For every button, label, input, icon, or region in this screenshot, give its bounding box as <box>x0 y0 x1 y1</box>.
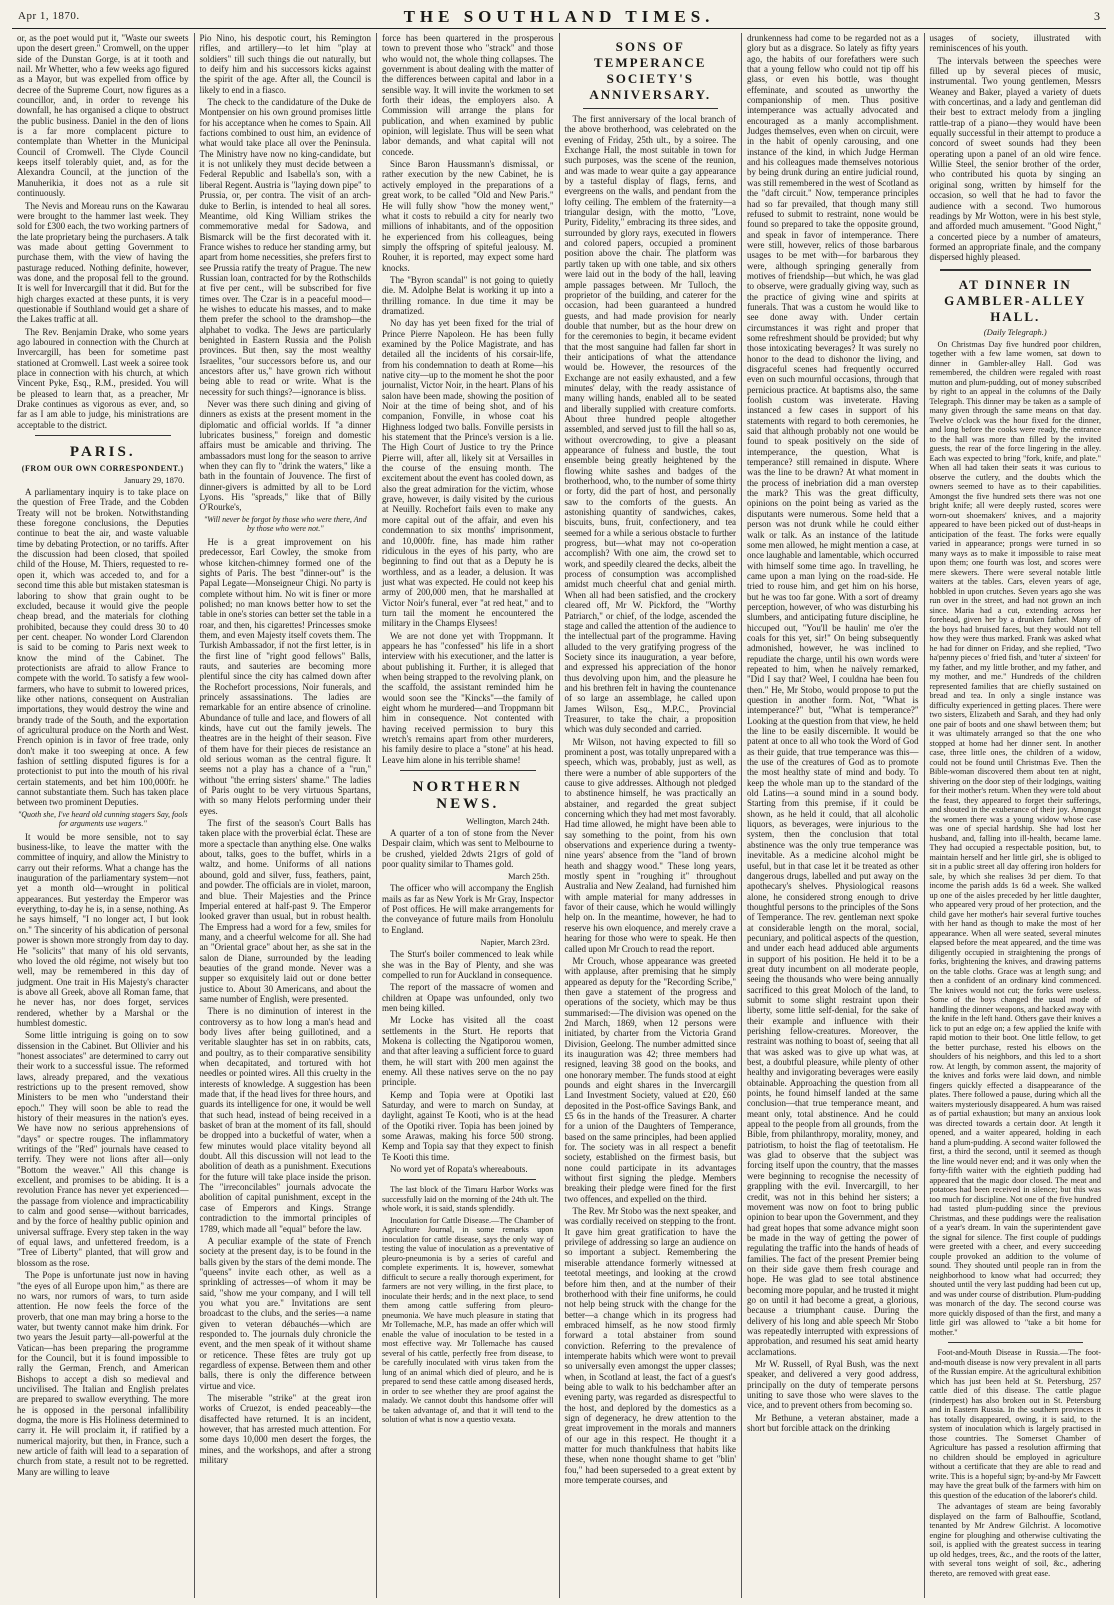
divider <box>35 435 171 436</box>
article-paragraph: The check to the candidature of the Duke de Montpensier on his own ground promises little for his acceptance when he comes to Spain. All factions combined to oust him, an evidence of what would take place all over the Peninsula. The Ministry have now no king-candidate, but it is not unlikely they must decide between a Federal Republic and Isabella's son, with a liberal Regent. Austria is "laying down pipe" to Prussia, or, per contra. The visit of an arch-duke to Berlin, is intended to heal all sores. Meantime, old King William strikes the commemorative medal for Sadowa, and Bismarck will be the first decorated with it. France wishes to reduce her standing army, but apart from home necessities, she prefers first to see Prussia ratify the treaty of Prague. The new Russian loan, contracted for by the Rothschilds at five per cent., will be subscribed for five times over. The Czar is in a peaceful mood—he wishes to educate his masses, and to make them prefer the school to the dramshop—the alphabet to vodka. The Jews are particularly benighted in Eastern Russia and the Polish provinces. But then, say the most wealthy Israelites, "our successors before us, and our ancestors after us," have grown rich without being able to read or write. What is the necessity for such things?—ignorance is bliss. <box>199 97 371 397</box>
small-notices <box>382 1185 554 1425</box>
column-2 <box>195 33 378 1598</box>
northern-news-heading: NORTHERN NEWS. <box>412 779 523 813</box>
verse-quote: "Quoth she, I've heard old cunning stagers Say, fools for arguments use wagers." <box>17 809 188 829</box>
temperance-heading: SONS OF TEMPERANCE SOCIETY'S ANNIVERSARY. <box>589 39 712 102</box>
article-paragraph: The first of the season's Court Balls has taken place with the proverbial éclat. These are more a spectacle than anything else. One walks about, talks, goes to the buffet, whirls in a waltz, and home. Uniforms of all nations abound, gold and silver, fuss, feathers, paint, and powder. The officials are in violet, maroon, and blue. Their Majesties and the Prince Imperial entered at half-past 9. The Emperor looked graver than usual, but in robust health. The Empress had a word for a few, smiles for many, and a cheerful welcome for all. She had an "Oriental grace" about her, as she sat in the salon de Diane, surrounded by the leading beauties of the grand monde. Never was a supper so exquisitely laid out or done better justice to. About 30 Americans, and about the same number of English, were presented. <box>199 818 371 1004</box>
article-paragraph: Kemp and Topia were at Opotiki last Saturday, and were to march on Sunday, at daylight, against Te Kooti, who is at the head of the Opotiki river. Topia has been joined by some Arawas, making his force 500 strong. Kemp and Topia say that they expect to finish Te Kooti this time. <box>382 1089 554 1162</box>
article-paragraph: The Rev. Mr Stobo was the next speaker, and was cordially received on stepping to the front. It gave him great gratification to have the privilege of addressing so large an audience on so important a subject. Remembering the miserable attendance formerly witnessed at teetotal meetings, and looking at the crowd before him then, and at the number of their brotherhood with their fine uniforms, he could not help being struck with the change for the better—a change which in its progress had embraced himself, as he now stood firmly forward a total abstainer from sound conviction. Referring to the prevalence of intemperate habits which were wont to prevail so universally even amongst the upper classes; when, in Scotland at least, the fact of a guest's being able to walk to his bedchamber after an evening party, was regarded as disrespectful to the host, and deplored by the domestics as a sign of degeneracy, he drew attention to the great improvement in the morals and manners of our age in this respect. He thought it a matter for much thankfulness that habits like these, when none thought shame to get "blin' fou," had been superseded to a great extent by more temperate courses, and <box>564 1206 736 1486</box>
column-4 <box>560 33 743 1598</box>
article-paragraph: The Rev. Benjamin Drake, who some years ago laboured in connection with the Church at Invercargill, has been for sometime past stationed at Cromwell. Last week a soiree took place in connection with his church, at which Vincent Pyke, Esq., R.M., presided. You will be pleased to learn that, as a preacher, Mr Drake continues as vigorous as ever, and, so far as I am able to judge, his ministrations are acceptable to the district. <box>17 326 189 430</box>
article-paragraph: On Christmas Day five hundred poor children, together with a few lame women, sat down to dinner in Gambler-alley Hall. God was remembered, the children were regaled with roast mutton and plum-pudding, out of money subscribed by right to an appeal in the columns of the Daily Telegraph. This dinner may be taken as a sample of many given through the same means on that day. Twelve o'clock was the hour fixed for the dinner, and long before the cooks were ready, the entrance to the hall was more than filled by the invited guests, the rear of the force lingering in the alley. Each was expected to bring "fork, knife, and plate." When all had taken their seats it was curious to observe the cutlery, and the doubts which the owners seemed to have as to their capabilities. Amongst the five hundred sets there was not one bright knife; all were deeply rusted, scores were worn-out shoemakers' knives, and a majority appeared to have been picked out of dust-heaps in anticipation of the feast. The forks were equally varied in appearance; prongs were turned in so many ways as to make it impossible to raise meat upon them; one fourth was lost, and scores were mere skewers. There were several notable little waiters at the tables. Cars, eleven years of age, hobbled in upon crutches. Seven years ago she was run over in the street, and had not grown an inch since. Maria had a cut, extending across her forehead, given her by a drunken father. Many of the boys had bruised faces, but they would not tell how they were thus marked. Frank was asked what he had for dinner on Friday, and she replied, "Two ha'penny pieces o' fried fish, and 'tuter a' sixteen' for my father, and my little brother, and my father, and my mother, and me." Hundreds of the children represented families that are chiefly sustained on bread and tea. In only a single instance was difficulty experienced in getting places. There were two sisters, Elizabeth and Sarah, and they had only one pair of boots and one shawl between them; but it was ultimately arranged so that the one who stopped at home had her dinner sent. In another case, three little ones, the children of a widow, could not be found until Christmas Eve. Then the Bible-woman discovered them about ten at night, shivering on the door step of their lodgings, waiting for their mother's return. When they were told about the feast, they appeared to forget their sufferings, and shouted in the exuberance of their joy. Amongst the women there was a young widow whose case was one of special hardship. She had lost her husband, and, falling into ill-health, became lame. They had occupied a respectable position, but, to maintain herself and her little girl, she is obliged to sit in a public street all day offering iron holders for sale, by which she realises 3d per diem. To that income the parish adds 1s 6d a week. She walked up one of the aisles preceded by her little daughter, who appeared very proud of her protection, and the child gave her mother's hair several furtive touches with her hand as though to make the most of her appearance. When all were seated, several minutes elapsed before the meat appeared, and the time was diligently occupied in straightening the prongs of forks, brightening the knives, and drawing patterns on the table cloths. Grace was at length sung; and then a confident of an ordinary kind commenced. The knives would not cut; the forks were useless. Some of the boys changed the usual mode of handling the dinner weapons, and hacked away with the knife in the left hand. Others gave their knives a lick to put an edge on; a few applied the knife with rapid motion to their boot. One little fellow, to get the better purchase, rested his elbows on the shoulders of his neighbors, and this led to a short row. At length, by common assent, the majority of the knives and forks were laid down, and nimble fingers quickly effected a disappearance of the plates. There followed a pause, during which all the waiters mysteriously disappeared. A hum was raised as of partial exhaustion; but many an anxious look was directed towards a certain door. At length it opened, and a waiter appeared, holding in each hand a plum-pudding. A second waiter followed the first, a third the second, until it seemed as though the line would never end; and it was only when the forty-fifth waiter with the eightieth pudding had appeared that the magic door closed. The meat and potatoes had been received in silence; but this was too much for discipline. Not one of the five hundred had tasted plum-pudding since the previous Christmas, and these puddings were the realisation of a year's dream. In vain the superintendent gave the signal for silence. The first couple of puddings were greeted with a cheer, and every succeeding couple provoked an addition to the volume of sound. They shouted until people ran in from the neighborhood to know what had occurred; they shouted until the very last pudding had been cut up, and was under course of distribution. Plum-pudding was monarch of the day. The second course was more quickly disposed of than the first, and many a little girl was allowed to "take a bit home for mother." <box>929 339 1101 1337</box>
article-paragraph: force has been quartered in the prosperous town to prevent those who "strack" and those who would not, the whole thing collapses. The government is about dealing with the matter of the differences between capital and labor in a sensible way. It will invite the workmen to set forth their ideas, the employers also. A Commission will arrange the plans for publication, and when examined by public opinion, will legislate. Thus will be seen what labor demands, and what capital will not concede. <box>382 33 554 157</box>
article-paragraph: The last block of the Timaru Harbor Works was successfully laid on the morning of the 24th ult. The whole work, it is said, stands splendidly. <box>382 1185 554 1214</box>
page-number: 3 <box>1094 9 1100 23</box>
article-paragraph: The Pope is unfortunate just now in having "the eyes of all Europe upon him," as there are no wars, nor rumors of wars, to turn aside attention. He now feels the force of the proverb, that one man may bring a horse to the water, but twenty cannot make him drink. For two years the Jesuit party—all-powerful at the Vatican—has been preparing the programme for the Council, but it is found impossible to rally the German, French, and American Bishops to accept a dish so medieval and uncivilised. The Italian and English prelates are prepared to swallow everything. The more he is opposed in the personal infallibility dogma, the more is His Holiness determined to carry it. He will proclaim it, if ratified by a numerical majority, but then, in France, such a new article of faith will lead to a separation of church from state, a result not to be regretted. Many are willing to leave <box>17 1270 189 1477</box>
issue-date: Apr 1, 1870. <box>18 10 80 22</box>
divider <box>940 269 1092 271</box>
divider <box>948 1342 1084 1343</box>
article-paragraph: Foot-and-Mouth Disease in Russia.—The foot-and-mouth disease is now very prevalent in all parts of the Russian empire. At the agricultural exhibition which has just been held at St. Petersburg, 257 cattle died of this disease. The cattle plague (rinderpest) has also broken out in St. Petersburg and in Eastern Russia. In the southern provinces it has totally disappeared, owing, it is said, to the system of inoculation which is largely practised in those countries. The Somerset Chamber of Agriculture has passed a resolution affirming that no children should be employed in agriculture without a certificate that they are able to read and write. This is a hopeful sign; by-and-by Mr Fawcett may have the great bulk of the farmers with him on this question of the education of the laborer's child. <box>929 1348 1101 1500</box>
masthead <box>12 6 1106 29</box>
article-paragraph: We are not done yet with Troppmann. It appears he has "confessed" his life in a short interview with his executioner, and the latter is about publishing it. Further, it is alleged that when being strapped to the revolving plank, on the scaffold, the assistant reminded him he would soon see the "Kincks"—the family of eight whom he murdered—and Troppmann bit him in consequence. Not contented with having received permission to bury this wretch's remains apart from other murderers, his family desire to place a "stone" at his head. Leave him alone in his terrible shame! <box>382 630 554 765</box>
column-6 <box>925 33 1107 1598</box>
article-paragraph: Mr W. Russell, of Ryal Bush, was the next speaker, and delivered a very good address, principally on the duty of temperate persons uniting to save those who were slaves to the vice, and to prevent others from becoming so. <box>747 1359 919 1411</box>
article-paragraph: The "Byron scandal" is not going to quietly die. M. Adolphe Belat is working it up into a thrilling romance. In due time it may be dramatized. <box>382 274 554 316</box>
article-paragraph: He is a great improvement on his predecessor, Earl Cowley, the smoke from whose kitchen-chimney formed one of the sights of Paris. The best "dinner-out" is the Papal Legate—Monseigneur Chigi. No party is complete without him. No wit is finer or more polished; no man knows better how to set the table in one's stories can better set the table in a roar, and then, his cigarettes! Princesses smoke them, and even Majesty itself covets them. The Turkish Ambassador, if not the first letter, is in the first line of "right good fellows" Balls, rauts, and sauteries are becoming more plentiful since the city has calmed down after the Rochefort processions, Noir funerals, and princely assassinations. The ladies are remarkable for an entire absence of crinoline. Abundance of tulle and lace, and flowers of all kinds, have cut out the family jewels. The theatres are in the height of their season. Five of them have for their pieces de resistance an old serious woman as the central figure. It seems not a play has a chance of a "run," without "the erring sisters' shame." The ladies of Paris ought to be very virtuous Spartans, with so many Helots performing under their eyes. <box>199 536 371 816</box>
paris-dateline: January 29, 1870. <box>124 475 185 486</box>
article-paragraph: usages of society, illustrated with reminiscences of his youth. <box>929 33 1101 54</box>
article-paragraph: No word yet of Ropata's whereabouts. <box>390 1164 528 1175</box>
article-paragraph: The Nevis and Moreau runs on the Kawarau were brought to the hammer last week. They sold for £300 each, the two working partners of the late proprietary being the purchasers. A talk was made about getting Government to purchase them, with the view of having the pasturage reduced. Nothing definite, however, was done, and the proposal fell to the ground. It is well for Invercargill that it did. But for the high charges exacted at these punts, it is very questionable if Southland would get a share of the Lakes traffic at all. <box>17 200 189 325</box>
article-paragraph: The Sturt's boiler commenced to leak while she was in the Bay of Plenty, and she was compelled to run for Auckland in consequence. <box>382 949 554 980</box>
columns <box>12 33 1106 1598</box>
newspaper-title: THE SOUTHLAND TIMES. <box>403 7 715 26</box>
article-paragraph: The report of the massacre of women and children at Opape was unfounded, only two men being killed. <box>382 982 554 1013</box>
source-credit: (Daily Telegraph.) <box>983 326 1047 337</box>
dateline: March 25th. <box>507 871 550 882</box>
dateline: Wellington, March 24th. <box>466 816 550 827</box>
article-paragraph: Mr Bethune, a veteran abstainer, made a short but forcible attack on the drinking <box>747 1412 919 1434</box>
paris-byline: (FROM OUR OWN CORRESPONDENT.) <box>21 464 184 474</box>
column-1 <box>12 33 195 1598</box>
gambler-alley-heading: AT DINNER IN GAMBLER-ALLEY HALL. <box>944 276 1087 324</box>
column-3 <box>377 33 560 1598</box>
article-paragraph: Since Baron Haussmann's dismissal, or rather execution by the new Cabinet, he is actively employed in the preparations of a great work, to be called "Old and New Paris." He will fully show "how the money went," what it costs to rebuild a city for nearly two millions of inhabitants, and of the opposition he experienced from his colleagues, being simply the offspring of spiteful jealousy. M. Rouher, it is reported, may expect some hard knocks. <box>382 159 554 273</box>
dateline: Napier, March 23rd. <box>480 937 550 948</box>
article-paragraph: The intervals between the speeches were filled up by several pieces of music, instrumental. Two young gentlemen, Messrs Weaney and Baker, played a variety of duets with concertinas, and a lady and gentleman did their best to extract melody from a jingling rattle-trap of a piano—they would have been equally successful in their attempt to produce a concord of sweet sounds had they been operating upon a panel of an old wire fence. Willie Steel, the senior brother of the order, who contributed his quota by singing an original song, written by himself for the occasion, so well that he had to favor the audience with a second. Two humorous readings by Mr Wotton, were in his best style, and afforded much amusement. "Good Night," a concerted piece by a number of amateurs, formed an appropriate finale, and the company dispersed highly pleased. <box>929 55 1101 263</box>
article-paragraph: The officer who will accompany the English mails as far as New York is Mr Gray, Inspector of Post offices. He will make arrangements for the conveyance of future mails from Honolulu to England. <box>382 883 554 935</box>
article-paragraph: Pio Nino, his despotic court, his Remington rifles, and artillery—to let him "play at soldiers" till such things die out naturally, but to deify him and his successors kicks against the spirit of the age. After all, the Council is likely to end in a fiasco. <box>199 33 371 95</box>
article-paragraph: A peculiar example of the state of French society at the present day, is to be found in the balls given by the stars of the demi monde. The "queens" invite each other, as well as a sprinkling of actresses—of whom it may be said, "show me your company, and I will tell you what you are." Invitations are sent broadcast to the clubs, and the series—a name given to veteran débauchés—which are responded to. The journals duly chronicle the event, and the men speak of it without shame or reticence. These fêtes are truly got up regardless of expense. Between them and other balls, there is only the difference between virtue and vice. <box>199 1235 371 1391</box>
article-paragraph: Mr Locke has visited all the coast settlements in the Sturt. He reports that Mokena is collecting the Ngatiporou women, and that after leaving a sufficient force to guard them, he will start with 200 men against the enemy. All these natives serve on the no pay principle. <box>382 1015 554 1088</box>
paris-heading: PARIS. <box>69 444 136 461</box>
article-paragraph: A parliamentary inquiry is to take place on the question of Free Trade, and the Cobden Treaty will not be broken. Notwithstanding these foregone conclusions, the Deputies continue to beat the air, and waste valuable time by debating Protection, or no tariffs. After the discussion had been closed, that spoiled child of the House, M. Thiers, requested to re-open it, which was acceded to, and for a second time this able but mistaken statesman is laboring to show that grain ought to be excluded, because it would give the people cheap bread, and the materials for clothing prohibited, because they could dress 30 to 40 per cent. cheaper. No wonder Lord Clarendon is said to be coming to Paris next week to know the mind of the Cabinet. The protectionists are afraid to allow France to compete with the world. To satisfy a few wool-farmers, who have to submit to lowered prices, like other nations, consequent on Australian importations, they would destroy the wine and brandy trade of the South, and the exportation of agricultural produce on the North and West. French opinion is in favor of free trade, only don't make it too sweeping at once. A few fashion of settling disputed figures is for a protectionist to put into the mouth of his rival certain statements, and bet him 100,000fr. he cannot substantiate them. Such has taken place between two prominent Deputies. <box>17 487 189 808</box>
divider <box>400 1179 536 1180</box>
article-paragraph: Never was there such dining and giving of dinners as exists at the present moment in the diplomatic and official worlds. If "a dinner lubricates business," foreign and domestic affairs must be amicable and thriving. The ambassadors must long for the season to arrive when they can fly to "drink the waters," like a bath in the fountain of Jouvence. The first of dinner-givers is admitted by all to be Lord Lyons. His "spreads," like that of Billy O'Rourke's, <box>199 399 371 513</box>
article-paragraph: A quarter of a ton of stone from the Never Despair claim, which was sent to Melbourne to be crushed, yielded 2dwts 21grs of gold of poor quality similar to Thames gold. <box>382 828 554 870</box>
article-paragraph: Mr Wilson, not having expected to fill so prominent a post, was totally unprepared with a speech, which was, probably, just as well, as there were a number of able supporters of the cause to give addresses. Although not pledged to abstinence himself, he was practically an abstainer, and regarded the great subject concerning which they had met most favorably. Had time allowed, he might have been able to say something to the point, from his own observations and experience during a twenty-nine years' absence from the "land of brown heath and shaggy wood." These long years, mostly spent in "roughing it" throughout Australia and New Zealand, had furnished him with ample material for many addresses in favor of their cause, which he would willingly help on. In the meantime, however, he had to reserve his own eloquence, and merely crave a hearing for those who were to speak. He then called upon Mr Crouch to read the report. <box>564 736 736 954</box>
article-paragraph: It would be more sensible, not to say business-like, to leave the matter with the committee of inquiry, and allow the Ministry to carry out their reforms. What a change has the inauguration of the parliamentary system—not yet a month old—wrought in political appearances. But yesterday the Emperor was everything, to-day he is, in a sense, nothing. As he says himself, "I no longer act, I but look on." The sincerity of his abdication of personal power is shown more strongly from day to day. He "solicits" that many of his old servants, who loved the old régime, not wisely but too well, may be remembered in this day of judgment. One trait in His Majesty's character is above all Greek, above all Roman fame, that he never has, nor does forget, services rendered, whether by a Marshal or the humblest domestic. <box>17 831 189 1028</box>
article-paragraph: There is no diminution of interest in the controversy as to how long a man's head and body lives after being guillotined, and a veritable slaughter has set in on rabbits, cats, and poultry, as to their comparative sensibility when decapitated, and tortured with hot needles or pointed wires. All this cruelty in the interests of knowledge. A suggestion has been made that, if the head lives for three hours, and guards its intelligence for one, it would be well that such head, instead of being received in a basket of bran at the moment of its fall, should be dropped into a bucketful of water, when a few minutes would place vitality beyond all doubt. All this discussion will not lead to the abolition of death as a punishment. Executions for the future will take place inside the prison. The "irreconcilables" journals advocate the abolition of capital punishment, except in the case of Emperors and Kings. Strange contradiction to the immortal principles of 1789, which made all "equal" before the law. <box>199 1006 371 1234</box>
divider <box>583 108 719 109</box>
article-paragraph: Inoculation for Cattle Disease.—The Chamber of Agriculture Journal, in some remarks upon inoculation for cattle disease, says the only way of testing the value of inoculation as a preventative of pleuro-pneumonia is by a series of careful and complete experiments. It is, however, somewhat difficult to secure a really thorough experiment, for farmers are not very willing, in the first place, to inoculate their herds; and in the next place, to send them among cattle suffering from pleuro-pneumonia. We have much pleasure in stating that Mr Tollemache, M.P., has made an offer which will enable the value of inoculation to be tested in a most effective way. Mr Tollemache has caused several of his cattle, perfectly free from disease, to be carefully inoculated with virus taken from the lung of an animal which died of pleuro, and he is prepared to send these cattle among diseased herds, in order to see whether they are proof against the malady. We cannot doubt this handsome offer will be taken advantage of, and that it will tend to the solution of what is now a questio vexata. <box>382 1215 554 1425</box>
article-paragraph: The miserable "strike" at the great iron works of Cruezot, is ended peaceably—the disaffected have returned. It is an incident, however, that has arrested much attention. For some days 10,000 men desert the forges, the mines, and the workshops, and after a strong military <box>199 1393 371 1466</box>
article-paragraph: The first anniversary of the local branch of the above brotherhood, was celebrated on the evening of Friday, 25th ult., by a soiree. The Exchange Hall, the most suitable in town for such purposes, was the scene of the reunion, and was made to wear quite a gay appearance by a tasteful display of flags, ferns, and evergreens on the walls, and pendant from the lofty ceiling. The emblem of the fraternity—a triangular design, with the motto, "Love, Purity, Fidelity," embracing its three sides, and surrounded by glory rays, executed in flowers and colored papers, occupied a prominent position above the chair. The platform was partly taken up with one table, and six others were laid out in the body of the hall, leaving ample passages between. Mr Tulloch, the proprietor of the building, and caterer for the occasion, had been guaranteed a hundred guests, and had made provision for nearly double that number, but as the hour drew on for the ceremonies to begin, it became evident that the most sanguine had fallen far short in their anticipations of what the attendance would be. However, the resources of the Exchange are not easily exhausted, and a few minutes' delay, with the ready assistance of many willing hands, enabled all to be seated and liberally supplied with creature comforts. About three hundred people altogether assembled, and served just to fill the hall so as, without overcrowding, to give a pleasant appearance of fulness and bustle, the tout ensemble being greatly heightened by the flowing white sashes and badges of the brotherhood, who, to the number of some thirty or forty, did the part of host, and personally saw to the comforts of the guests. An astonishing quantity of sandwiches, cakes, biscuits, buns, fruit, confectionery, and tea seemed for a while a serious obstacle to further progress, but—what may not co-operation accomplish? With one aim, the crowd set to work, and speedily cleared the decks, albeit the process of consumption was accomplished amidst much cheerful chat and genial mirth. When all had been satisfied, and the crockery cleared off, Mr W. Pickford, the "Worthy Patriarch," or chief, of the lodge, ascended the stage and called the attention of the audience to the intellectual part of the programme. Having alluded to the very gratifying progress of the Society since its inauguration, a year before, and expressed his appreciation of the honor thus devolving upon him, and the pleasure he and his brethren felt in having the countenance of so large an assemblage, he called upon James Wilson, Esq., M.P.C., Provincial Treasurer, to take the chair, a proposition which was duly seconded and carried. <box>564 114 736 735</box>
column-5 <box>742 33 925 1598</box>
divider <box>400 770 536 771</box>
verse-quote: "Will never be forgot by those who were there, And by those who were not." <box>203 514 367 534</box>
article-paragraph: or, as the poet would put it, "Waste our sweets upon the desert green." Cromwell, on the upper side of the Dunstan Gorge, is at it tooth and nail. Mr Whetter, who a few weeks ago figured as a Mayor, but was expelled from office by decree of the Supreme Court, now figures as a councillor, and, in order to revenge his downfall, he has organised a clique to obstruct the public business. Daniel in the den of lions is a far more complacent picture to contemplate than Whetter in the Municipal Council of Cromwell. The Clyde Council keeps itself tolerably quiet, and, as for the Alexandra Council, at the junction of the Manuherikia, it does not as a rule sit continuously. <box>17 33 189 199</box>
article-paragraph: Mr Crouch, whose appearance was greeted with applause, after premising that he simply appeared as deputy for the "Recording Scribe," then gave a statement of the progress and operations of the society, which may be thus summarised:—The division was opened on the 2nd March, 1869, when 12 persons were initiated, by charter from the Victoria Grand Division, Geelong. The number admitted since its inauguration was 42; three members had resigned, leaving 38 good on the books, and one honorary member. The funds stood at eight pounds and eight shares in the Invercargill Land Investment Society, valued at £20, £60 deposited in the Post-office Savings Bank, and £5 6s in the hands of the Treasurer. A charter for a union of the Daughters of Temperance, based on the same principles, had been applied for. The society was in all respect a benefit society, established on the firmest basis, but none could participate in its advantages without first signing the pledge. Members breaking their pledge were fined for the first two offences, and expelled on the third. <box>564 955 736 1204</box>
article-paragraph: Some little intriguing is going on to sow dissension in the Cabinet. But Ollivier and his "honest associates" are determined to carry out their work to a successful issue. The reformed laws, already prepared, and the vexatious restrictions up to the present removed, show Ministers to be men who "understand their epoch." They will soon be able to read the history of their measures in the nation's eyes. We have now no serious apprehensions of "days" or spectre rouges. The inflammatory writings of the "Red" journals have ceased to terrify. They were not lions after all—only "Bottom the weaver." All this change is excellent, and promises to be abiding. It is a revolution France has never yet experienced—the passage from violence and impracticability to calm and good sense—without barricades, and by the force of healthy public opinion and universal suffrage. Every step taken in the way of equal laws, and unfettered freedom, is a "Tree of Liberty" planted, that will grow and blossom as the rose. <box>17 1030 189 1268</box>
article-paragraph: The advantages of steam are being favorably displayed on the farm of Balhouffie, Scotland, tenanted by Mr Andrew Gilchrist. A locomotive engine for ploughing and otherwise cultivating the soil, is applied with the greatest success in tearing up old hedges, trees, &c., and the roots of the latter, with several tons weight of soil, &c., adhering thereto, are removed with great ease. <box>929 1502 1101 1578</box>
article-paragraph: drunkenness had come to be regarded not as a glory but as a disgrace. So lately as fifty years ago, the habits of our forefathers were such that a young fellow who could not tip off his glass, or even his bottle, was thought effeminate, and scouted as unworthy the companionship of men. Thus positive intemperance was actually advocated and encouraged as a manly accomplishment. Judges themselves, even when on circuit, were in the habit of openly carousing, and one instance of the kind, in which Judge Herman and his colleagues made themselves notorious by being drunk during an entire judicial round, was still remembered in the west of Scotland as the "daft circuit." Now, temperance principles had so far prevailed, that though many still refused to submit to restraint, none would be found so prepared to take the opposite ground, and speak in favor of intemperance. There were still, however, relics of those barbarous usages to be met with—for barbarous they were, although springing generally from motives of friendship—but which, he was glad to observe, were gradually giving way, such as the practice of giving wine and spirits at funerals. That was a custom he would like to see done away with. Under certain circumstances it was right and proper that some refreshment should be provided; but why those intoxicating beverages? It was surely no honor to the dead to dishonor the living, and disgraceful scenes had frequently occurred even on such mournful occasions, through that pernicious practice. At baptisms also, the same foolish custom was inveterate. Having instanced a few cases in support of his statements with regard to both ceremonies, he said that although probably not one would be found to speak positively on the side of intemperance, the question, What is temperance? still remained in dispute. Where was the line to be drawn? At what moment in the process of inebriation did a man overstep the mark? This was the great difficulty, opinions on the point being as varied as the disputants were numerous. Some held that a person was not drunk while he could either walk or talk. As an instance of the latitude some men allowed, he might mention a case, at once laughable and lamentable, which occurred with himself some time ago. In travelling, he came upon a man lying on the road-side. He tried to rouse him, and get him on his horse, but he was too far gone. With a sort of dreamy perception, however, of who was disturbing his slumbers, and anticipating future discipline, he hiccuped out, "You'll be haulin' me o'er the coals for this yet, sir!" On being subsequently admonished, however, he was inclined to repudiate the charge, until his own words were repeated to him, when he naïvely remarked, "Did I say that? Weel, I couldna hae been fou then." He, Mr Stobo, would propose to put the question in another form. Not, "What is intemperance?" but, "What is temperance?" Looking at the question from that view, he held the line to be easily discernible. It would be patent at once to all who took the Word of God as their guide, that true temperance was this—the use of the creatures of God as to promote the most healthy state of mind and body. To keep the whole man up to the standard of the old Latins—a sound mind in a sound body. Starting from this premise, if it could be shown, as he held it could, that all alcoholic liquors, as beverages, were injurious to the system, then the conclusion that total abstinence was the only true temperance was inevitable. As a medicine alcohol might be useful, but in that case let it be treated as other dangerous drugs, labelled and put away on the apothecary's shelves. Physiological reasons alone, he considered strong enough to drive thoughtful persons to the principles of the Sons of Temperance. The rev. gentleman next spoke at considerable length on the moral, social, pecuniary, and political aspects of the question, and under each head adduced able arguments in support of his position. He held it to be a great duty incumbent on all moderate people, seeing the thousands who were being annually sacrificed to this great Moloch of the land, to submit to some slight restraint upon their liberty, some little self-denial, for the sake of their example and influence with their perishing fellow-creatures. Moreover, the restraint was nothing to boast of, seeing that all that was asked was to give up what was, at best, a doubtful pleasure, while plenty of other healthy and invigorating beverages were easily obtainable. Approaching the question from all points, he found himself landed at the same conclusion—that true temperance meant, and meant only, total abstinence. And he could appeal to the people from all grounds, from the Bible, from philanthropy, morality, money, and patriotism, to hoist the flag of teetotalism. He was glad to observe that the subject was forcing itself upon the country, that the masses were beginning to recognise the necessity of grappling with the evil. Invercargill, to her credit, was not in this behind her sisters; a movement was now on foot to bring public opinion to bear upon the Government, and they had great hopes that some advance might soon be made in the way of getting the power of regulating the traffic into the hands of heads of families. The fact of the present Premier being on their side gave them fresh courage and hope. He was glad to see total abstinence becoming more popular, and he trusted it might go on until it had become a great, a glorious, because a triumphant cause. During the delivery of his long and able speech Mr Stobo was repeatedly interrupted with expressions of approbation, and resumed his seat amid hearty acclamations. <box>747 33 919 1357</box>
small-articles <box>930 340 1102 1579</box>
article-paragraph: No day has yet been fixed for the trial of Prince Pierre Napoleon. He has been fully examined by the Police Magistrate, and has detailed all the incidents of his corsair-life, from his condemnation to death at Rome—his native city—up to the moment he shot the poor journalist, Victor Noir, in the heart. Plans of his salon have been made, showing the position of Noir at the time of being shot, and of his companion, Fonville, in whose coat his Highness lodged two balls. Fonville persists in his statement that the Prince's version is a lie. The High Court of Justice to try the Prince Pierre will, after all, likely sit at Versailles in the course of the ensuing month. The excitement about the event has cooled down, as also the great admiration for the victim, whose grave, however, is daily visited by the curious at Neuilly. Rochefort fails even to make any more capital out of the affair, and even his condemnation to six months' imprisonment, and 10,000fr. fine, has made him rather ridiculous in the eyes of his party, who are beginning to find out that as a Deputy he is worthless, and as a leader, a delusion. It was just what was expected. He could not keep his army of 200,000 men, that he marshalled at Victor Noir's funeral, ever "at red heat," and to turn tail the moment he encountered the military in the Champs Elysees! <box>382 318 554 629</box>
